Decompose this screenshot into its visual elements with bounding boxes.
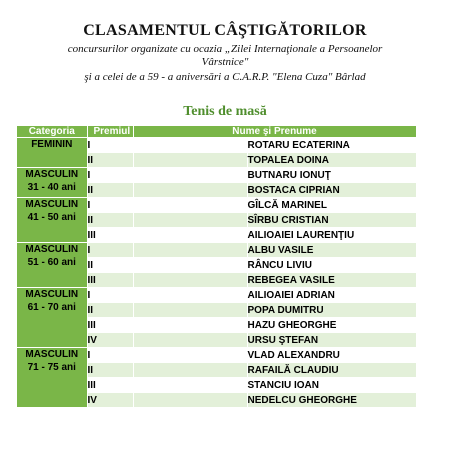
category-label: MASCULIN [25, 349, 79, 360]
spacer-cell [133, 378, 247, 393]
prize-cell: I [87, 168, 133, 183]
subtitle-line-3: şi a celei de a 59 - a aniversări a C.A.R.P. "Elena Cuza" Bârlad [84, 71, 366, 83]
name-cell: REBEGEA VASILE [247, 273, 416, 288]
prize-cell: II [87, 303, 133, 318]
name-cell: AILIOAIEI ADRIAN [247, 288, 416, 303]
name-cell: ROTARU ECATERINA [247, 138, 416, 153]
spacer-cell [133, 288, 247, 303]
prize-cell: III [87, 378, 133, 393]
prize-cell: III [87, 318, 133, 333]
table-row [17, 348, 416, 363]
document-header [0, 22, 450, 84]
name-cell: ALBU VASILE [247, 243, 416, 258]
prize-cell: I [87, 138, 133, 153]
prize-cell: I [87, 348, 133, 363]
spacer-cell [133, 183, 247, 198]
category-cell [17, 198, 87, 243]
category-label: MASCULIN [25, 244, 79, 255]
document-title: CLASAMENTUL CÂŞTIGĂTORILOR [83, 22, 367, 39]
spacer-cell [133, 168, 247, 183]
category-label: MASCULIN [25, 169, 79, 180]
category-label: MASCULIN [25, 199, 79, 210]
spacer-cell [133, 228, 247, 243]
spacer-cell [133, 318, 247, 333]
spacer-cell [133, 258, 247, 273]
spacer-cell [133, 243, 247, 258]
name-cell: VLAD ALEXANDRU [247, 348, 416, 363]
header-category: Categoria [17, 126, 87, 138]
name-cell: BUTNARU IONUŢ [247, 168, 416, 183]
table-row [17, 168, 416, 183]
category-age-range: 61 - 70 ani [27, 302, 76, 313]
name-cell: STANCIU IOAN [247, 378, 416, 393]
prize-cell: I [87, 288, 133, 303]
category-label: FEMININ [31, 139, 73, 150]
name-cell: TOPALEA DOINA [247, 153, 416, 168]
table-body [17, 138, 416, 408]
spacer-cell [133, 198, 247, 213]
header-prize: Premiul [87, 126, 133, 138]
subtitle-line-2: Vârstnice" [201, 56, 249, 68]
table-header-row [17, 126, 416, 138]
sport-title: Tenis de masă [183, 104, 267, 119]
table-row [17, 138, 416, 153]
name-cell: RÂNCU LIVIU [247, 258, 416, 273]
spacer-cell [133, 153, 247, 168]
name-cell: URSU ŞTEFAN [247, 333, 416, 348]
prize-cell: II [87, 153, 133, 168]
category-age-range: 71 - 75 ani [27, 362, 76, 373]
spacer-cell [133, 303, 247, 318]
spacer-cell [133, 333, 247, 348]
prize-cell: III [87, 273, 133, 288]
prize-cell: II [87, 363, 133, 378]
table-row [17, 288, 416, 303]
table-row [17, 243, 416, 258]
name-cell: HAZU GHEORGHE [247, 318, 416, 333]
spacer-cell [133, 393, 247, 408]
prize-cell: I [87, 243, 133, 258]
name-cell: AILIOAIEI LAURENŢIU [247, 228, 416, 243]
prize-cell: II [87, 258, 133, 273]
category-age-range: 31 - 40 ani [27, 182, 76, 193]
subtitle-line-1: concursurilor organizate cu ocazia „Zilei Internaţionale a Persoanelor [67, 43, 383, 55]
category-age-range: 41 - 50 ani [27, 212, 76, 223]
name-cell: BOSTACA CIPRIAN [247, 183, 416, 198]
spacer-cell [133, 363, 247, 378]
spacer-cell [133, 213, 247, 228]
category-cell [17, 138, 87, 168]
table-row [17, 198, 416, 213]
category-label: MASCULIN [25, 289, 79, 300]
spacer-cell [133, 348, 247, 363]
spacer-cell [133, 273, 247, 288]
prize-cell: IV [87, 333, 133, 348]
category-cell [17, 243, 87, 288]
prize-cell: II [87, 213, 133, 228]
category-cell [17, 168, 87, 198]
spacer-cell [133, 138, 247, 153]
category-cell [17, 348, 87, 408]
ranking-table [17, 126, 417, 407]
category-cell [17, 288, 87, 348]
name-cell: GÎLCĂ MARINEL [247, 198, 416, 213]
category-age-range: 51 - 60 ani [27, 257, 76, 268]
header-name: Nume şi Prenume [133, 126, 416, 138]
name-cell: RAFAILĂ CLAUDIU [247, 363, 416, 378]
name-cell: SÎRBU CRISTIAN [247, 213, 416, 228]
prize-cell: IV [87, 393, 133, 408]
prize-cell: I [87, 198, 133, 213]
name-cell: NEDELCU GHEORGHE [247, 393, 416, 408]
prize-cell: II [87, 183, 133, 198]
name-cell: POPA DUMITRU [247, 303, 416, 318]
prize-cell: III [87, 228, 133, 243]
